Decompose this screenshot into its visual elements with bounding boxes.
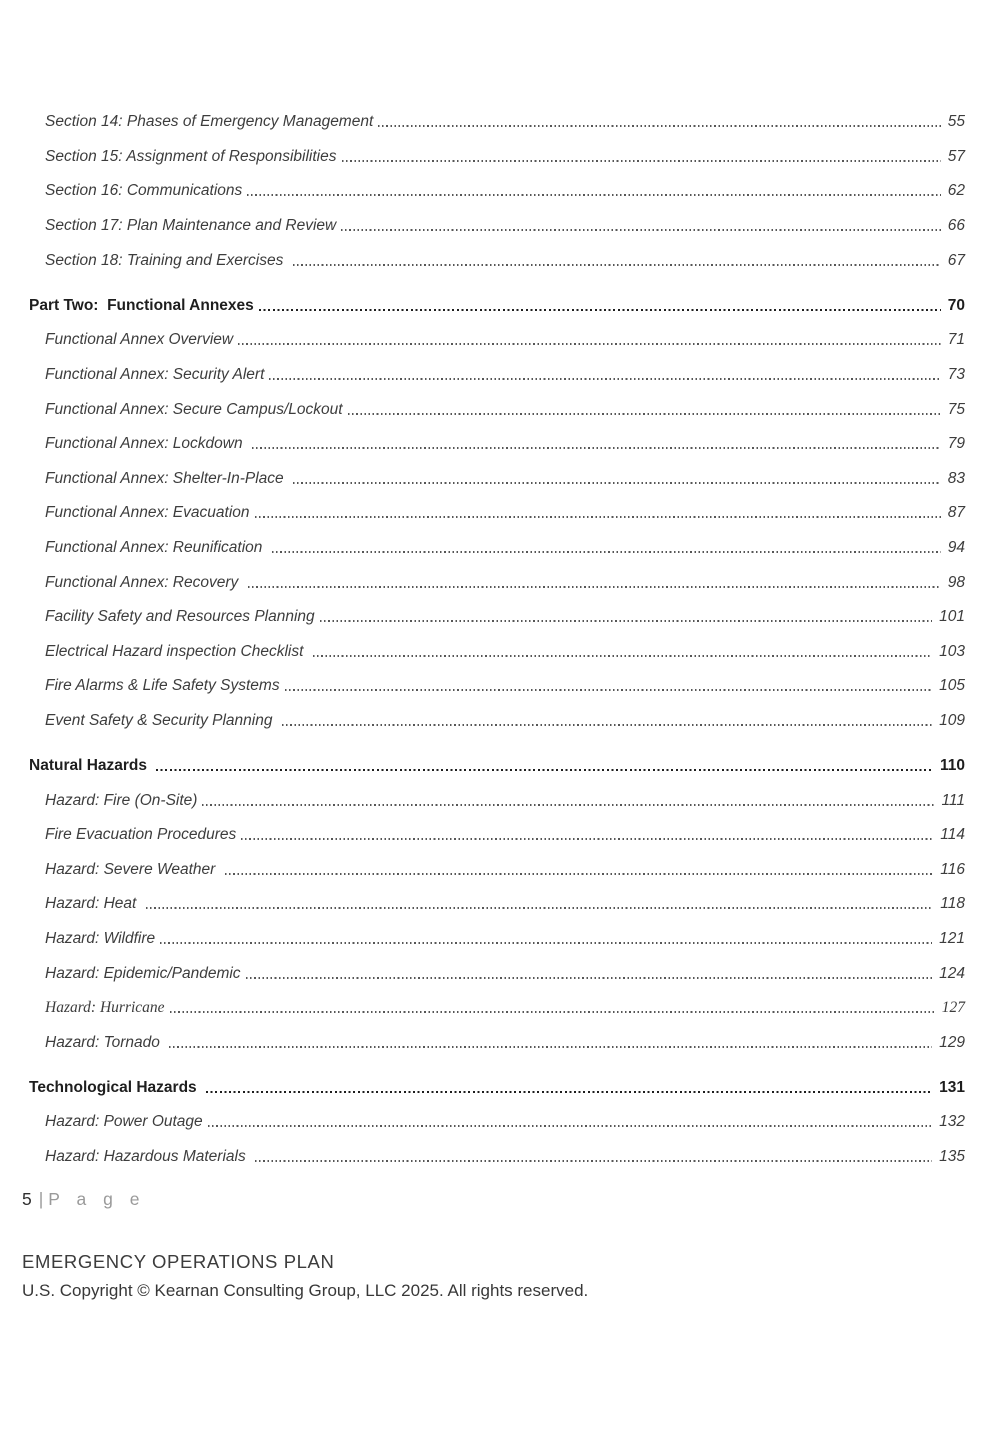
toc-entry-page-number: 83 xyxy=(947,469,965,487)
footer-page-separator: | xyxy=(38,1189,44,1209)
toc-entry-label: Section 14: Phases of Emergency Management xyxy=(45,113,374,131)
toc-entry-row xyxy=(29,461,965,496)
dot-leader xyxy=(202,804,934,806)
toc-entry-label: Functional Annex: Reunification xyxy=(45,538,267,556)
toc-entry-label: Electrical Hazard inspection Checklist xyxy=(45,642,308,660)
toc-entry-row xyxy=(29,209,965,244)
toc-entry-page-number: 87 xyxy=(947,504,965,522)
toc-entry-page-number: 70 xyxy=(947,296,965,314)
toc-entry-label: Functional Annex: Secure Campus/Lockout xyxy=(45,400,343,418)
toc-entry-row xyxy=(29,991,965,1026)
toc-entry-page-number: 131 xyxy=(939,1078,965,1096)
toc-entry-label: Hazard: Wildfire xyxy=(45,929,156,947)
toc-entry-label: Functional Annex: Security Alert xyxy=(45,365,265,383)
footer-page-number: 5 xyxy=(22,1189,32,1209)
toc-entry-page-number: 55 xyxy=(947,113,965,131)
toc-entry-page-number: 71 xyxy=(947,331,965,349)
toc-entry-page-number: 124 xyxy=(939,964,965,982)
dot-leader xyxy=(241,838,933,840)
toc-part-heading-row xyxy=(29,1071,965,1106)
toc-entry-page-number: 57 xyxy=(947,147,965,165)
toc-entry-row xyxy=(29,1140,965,1175)
toc-entry-row xyxy=(29,634,965,669)
toc-entry-label: Functional Annex: Shelter-In-Place xyxy=(45,469,288,487)
toc-entry-label: Hazard: Heat xyxy=(45,895,141,913)
toc-entry-label: Hazard: Power Outage xyxy=(45,1113,203,1131)
dot-leader xyxy=(247,194,940,196)
toc-entry-label: Functional Annex Overview xyxy=(45,331,234,349)
dot-leader xyxy=(282,724,932,726)
dot-leader xyxy=(206,1091,932,1094)
dot-leader xyxy=(269,378,940,380)
dot-leader xyxy=(342,160,941,162)
toc-entry-label: Hazard: Hurricane xyxy=(45,999,165,1017)
footer-page-word: P a g e xyxy=(48,1189,146,1209)
toc-entry-row xyxy=(29,243,965,278)
toc-entry-label: Section 15: Assignment of Responsibilities xyxy=(45,147,337,165)
toc-entry-label: Functional Annex: Recovery xyxy=(45,573,243,591)
dot-leader xyxy=(272,551,941,553)
toc-entry-row xyxy=(29,565,965,600)
toc-entry-row xyxy=(29,922,965,957)
toc-entry-label: Hazard: Fire (On-Site) xyxy=(45,791,198,809)
toc-entry-label: Fire Alarms & Life Safety Systems xyxy=(45,677,280,695)
dot-leader xyxy=(255,516,941,518)
dot-leader xyxy=(320,620,932,622)
toc-entry-row xyxy=(29,704,965,739)
dot-leader xyxy=(255,1160,932,1162)
toc-entry-page-number: 111 xyxy=(941,791,965,809)
toc-entry-row xyxy=(29,358,965,393)
toc-entry-row xyxy=(29,956,965,991)
dot-leader xyxy=(160,942,932,944)
dot-leader xyxy=(208,1125,932,1127)
toc-entry-row xyxy=(29,600,965,635)
toc-entry-page-number: 129 xyxy=(939,1033,965,1051)
toc-entry-page-number: 79 xyxy=(947,435,965,453)
toc-entry-label: Facility Safety and Resources Planning xyxy=(45,608,315,626)
toc-entry-row xyxy=(29,852,965,887)
dot-leader xyxy=(238,343,941,345)
toc-entry-page-number: 110 xyxy=(939,756,965,774)
toc-entry-page-number: 73 xyxy=(947,365,965,383)
dot-leader xyxy=(259,309,941,312)
toc-entry-row xyxy=(29,531,965,566)
copyright-notice: U.S. Copyright © Kearnan Consulting Group, LLC 2025. All rights reserved. xyxy=(22,1281,589,1300)
dot-leader xyxy=(225,873,934,875)
toc-entry-row xyxy=(29,818,965,853)
toc-entry-row xyxy=(29,669,965,704)
toc-entry-row xyxy=(29,783,965,818)
toc-entry-page-number: 105 xyxy=(939,677,965,695)
toc-entry-label: Part Two: Functional Annexes xyxy=(29,296,254,314)
toc-entry-page-number: 66 xyxy=(947,217,965,235)
toc-entry-label: Natural Hazards xyxy=(29,756,152,774)
toc-entry-row xyxy=(29,427,965,462)
toc-entry-row xyxy=(29,392,965,427)
dot-leader xyxy=(313,655,932,657)
toc-entry-page-number: 116 xyxy=(940,860,965,878)
dot-leader xyxy=(156,769,933,772)
dot-leader xyxy=(252,447,941,449)
toc-entry-page-number: 121 xyxy=(939,929,965,947)
toc-entry-page-number: 62 xyxy=(947,182,965,200)
toc-entry-row xyxy=(29,174,965,209)
toc-entry-label: Hazard: Epidemic/Pandemic xyxy=(45,964,241,982)
toc-entry-page-number: 101 xyxy=(939,608,965,626)
dot-leader xyxy=(348,413,941,415)
toc-entry-label: Section 17: Plan Maintenance and Review xyxy=(45,217,337,235)
toc-entry-label: Functional Annex: Lockdown xyxy=(45,435,247,453)
toc-entry-page-number: 135 xyxy=(939,1148,965,1166)
dot-leader xyxy=(285,689,933,691)
toc-entry-row xyxy=(29,887,965,922)
toc-entry-row xyxy=(29,496,965,531)
dot-leader xyxy=(146,907,934,909)
toc-entry-label: Technological Hazards xyxy=(29,1078,201,1096)
toc-entry-label: Fire Evacuation Procedures xyxy=(45,826,237,844)
toc-part-heading-row xyxy=(29,288,965,323)
dot-leader xyxy=(341,229,941,231)
toc-entry-label: Functional Annex: Evacuation xyxy=(45,504,250,522)
toc-entry-row xyxy=(29,140,965,175)
dot-leader xyxy=(293,264,941,266)
dot-leader xyxy=(169,1046,932,1048)
toc-entry-page-number: 94 xyxy=(947,538,965,556)
toc-entry-page-number: 127 xyxy=(941,999,965,1017)
toc-entry-page-number: 103 xyxy=(939,642,965,660)
toc-entry-page-number: 118 xyxy=(940,895,965,913)
document-title: EMERGENCY OPERATIONS PLAN xyxy=(22,1251,335,1272)
toc-part-heading-row xyxy=(29,749,965,784)
toc-entry-page-number: 114 xyxy=(940,826,965,844)
toc-entry-label: Hazard: Severe Weather xyxy=(45,860,220,878)
toc-entry-row xyxy=(29,1105,965,1140)
toc-entry-label: Hazard: Hazardous Materials xyxy=(45,1148,251,1166)
toc-entry-label: Section 16: Communications xyxy=(45,182,243,200)
toc-entry-label: Section 18: Training and Exercises xyxy=(45,251,288,269)
toc-entry-page-number: 67 xyxy=(947,251,965,269)
toc-entry-row xyxy=(29,1025,965,1060)
footer-page-indicator xyxy=(22,1189,145,1210)
toc-entry-row xyxy=(29,105,965,140)
table-of-contents xyxy=(29,105,965,1174)
dot-leader xyxy=(378,125,940,127)
toc-entry-page-number: 75 xyxy=(947,400,965,418)
toc-entry-label: Event Safety & Security Planning xyxy=(45,711,277,729)
toc-entry-row xyxy=(29,323,965,358)
toc-entry-page-number: 109 xyxy=(939,711,965,729)
dot-leader xyxy=(248,586,941,588)
dot-leader xyxy=(170,1011,935,1013)
dot-leader xyxy=(246,977,933,979)
toc-entry-page-number: 98 xyxy=(947,573,965,591)
dot-leader xyxy=(293,482,941,484)
toc-entry-label: Hazard: Tornado xyxy=(45,1033,165,1051)
toc-entry-page-number: 132 xyxy=(939,1113,965,1131)
